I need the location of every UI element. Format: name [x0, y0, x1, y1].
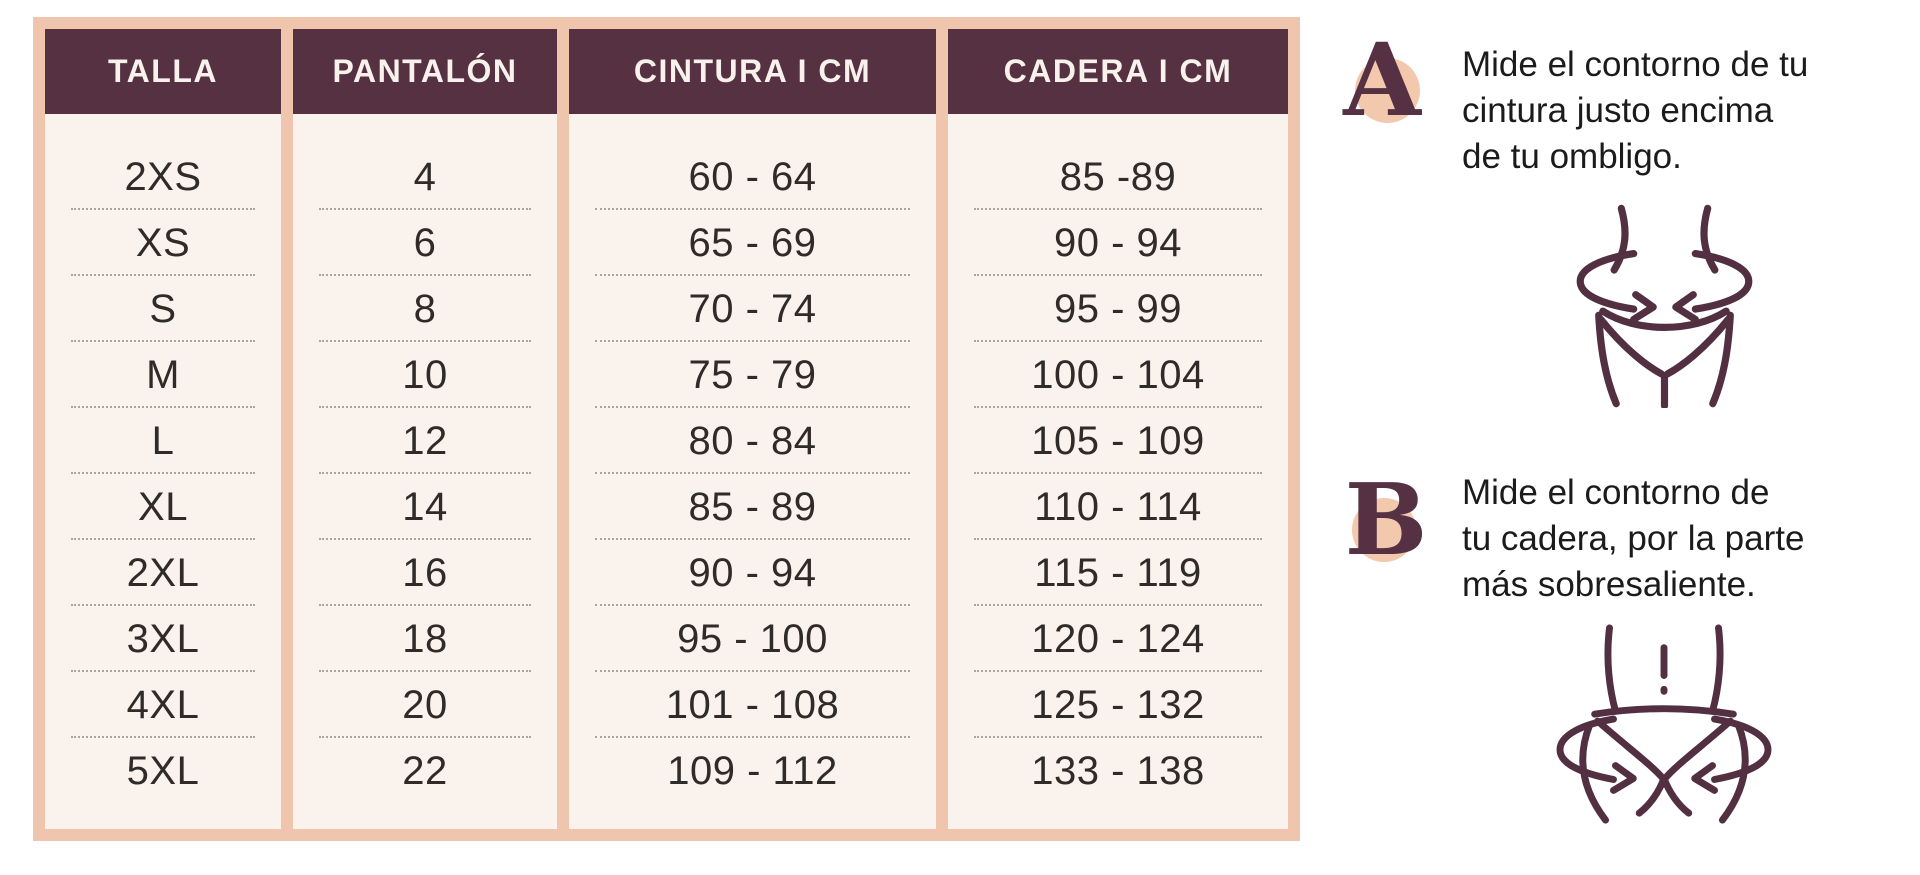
table-cell: 110 - 114 — [948, 474, 1288, 540]
table-cell: 12 — [293, 408, 557, 474]
instruction-a-line1: Mide el contorno de tu — [1462, 45, 1809, 84]
waist-measure-arrows-icon — [1572, 202, 1757, 408]
hip-measure-arrows-icon — [1550, 622, 1778, 830]
instruction-a-text — [1462, 42, 1808, 180]
table-cell: 109 - 112 — [667, 748, 838, 793]
table-cell: 95 - 100 — [569, 606, 936, 672]
column-rows-cadera — [948, 114, 1288, 804]
table-column-talla — [45, 29, 281, 829]
table-cell: XL — [45, 474, 281, 540]
table-cell: 115 - 119 — [948, 540, 1288, 606]
table-cell: 105 - 109 — [948, 408, 1288, 474]
table-cell: 2XL — [45, 540, 281, 606]
table-cell: 6 — [293, 210, 557, 276]
table-column-cintura — [569, 29, 936, 829]
table-cell: 10 — [293, 342, 557, 408]
table-cell: 8 — [293, 276, 557, 342]
instruction-a-line3: de tu ombligo. — [1462, 137, 1682, 176]
table-cell: 5XL — [126, 748, 200, 793]
size-chart-table — [33, 17, 1300, 841]
table-column-cadera — [948, 29, 1288, 829]
table-cell: 20 — [293, 672, 557, 738]
column-rows-cintura — [569, 114, 936, 804]
column-rows-pantalon — [293, 114, 557, 804]
table-cell: M — [45, 342, 281, 408]
table-cell: 80 - 84 — [569, 408, 936, 474]
table-cell: 133 - 138 — [1031, 748, 1205, 793]
table-cell: XS — [45, 210, 281, 276]
table-cell: 18 — [293, 606, 557, 672]
table-cell: 60 - 64 — [569, 144, 936, 210]
table-cell: 3XL — [45, 606, 281, 672]
table-cell: 75 - 79 — [569, 342, 936, 408]
instruction-b-line1: Mide el contorno de — [1462, 473, 1770, 512]
badge-letter-a: A — [1343, 21, 1421, 139]
table-cell: L — [45, 408, 281, 474]
table-column-pantalon — [293, 29, 557, 829]
instruction-b-text — [1462, 470, 1804, 608]
column-header-cintura: CINTURA I CM — [569, 29, 936, 114]
table-cell: 125 - 132 — [948, 672, 1288, 738]
column-rows-talla — [45, 114, 281, 804]
column-header-cadera: CADERA I CM — [948, 29, 1288, 114]
table-cell: 2XS — [45, 144, 281, 210]
table-cell: 85 - 89 — [569, 474, 936, 540]
instruction-b-line3: más sobresaliente. — [1462, 565, 1756, 604]
instruction-a-line2: cintura justo encima — [1462, 91, 1774, 130]
table-cell: 90 - 94 — [569, 540, 936, 606]
table-cell: 4 — [293, 144, 557, 210]
table-cell: 120 - 124 — [948, 606, 1288, 672]
badge-letter-b: B — [1344, 463, 1428, 578]
table-cell: S — [45, 276, 281, 342]
table-cell: 100 - 104 — [948, 342, 1288, 408]
table-cell: 85 -89 — [948, 144, 1288, 210]
column-header-pantalon: PANTALÓN — [293, 29, 557, 114]
table-cell: 90 - 94 — [948, 210, 1288, 276]
table-cell: 16 — [293, 540, 557, 606]
table-cell: 14 — [293, 474, 557, 540]
table-cell: 101 - 108 — [569, 672, 936, 738]
table-cell: 70 - 74 — [569, 276, 936, 342]
table-cell: 65 - 69 — [569, 210, 936, 276]
table-cell: 95 - 99 — [948, 276, 1288, 342]
table-cell: 4XL — [45, 672, 281, 738]
instruction-b-line2: tu cadera, por la parte — [1462, 519, 1805, 558]
column-header-talla: TALLA — [45, 29, 281, 114]
table-cell: 22 — [402, 748, 448, 793]
